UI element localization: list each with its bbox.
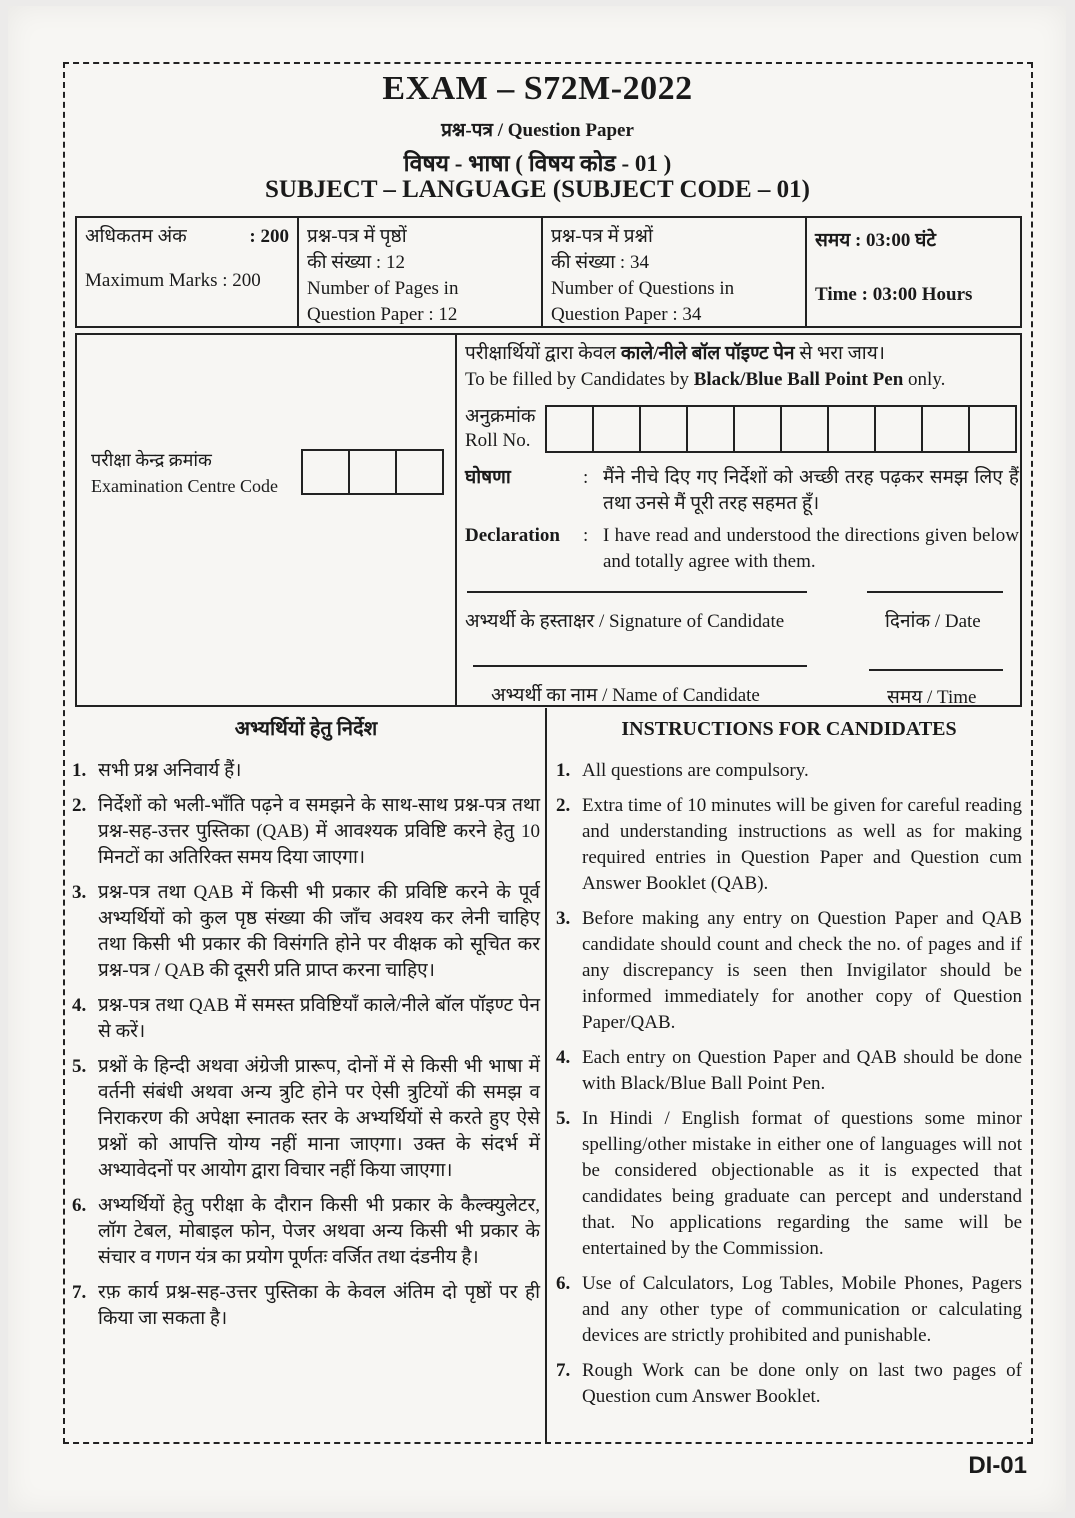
roll-number-box[interactable] [594, 407, 641, 451]
declaration-en-key: Declaration [465, 525, 560, 546]
question-paper-label: प्रश्न-पत्र / Question Paper [441, 120, 634, 141]
list-item: 5. प्रश्नों के हिन्दी अथवा अंग्रेजी प्रारूप, दोनों में से किसी भी भाषा में वर्तनी संबंधी अथवा अन्य त्रुटि होने पर ऐसी त्रुटियों की समझ व निराकरण की अपेक्षा स्नातक स्तर के अभ्यर्थियों से करते हुए ऐसे प्रश्नों को आपत्ति योग्य नहीं माना जाएगा। उक्त के संदर्भ में अभ्यावेदनों पर आयोग द्वारा विचार नहीं किया जाएगा। [72, 1056, 540, 1181]
questions-hi-2: की संख्या : 34 [551, 252, 649, 273]
questions-cell [543, 218, 807, 326]
roll-number-box[interactable] [970, 407, 1015, 451]
instructions-en-heading: INSTRUCTIONS FOR CANDIDATES [621, 718, 957, 740]
time-cell [807, 218, 1020, 326]
name-line[interactable] [473, 665, 807, 667]
pages-en-2: Question Paper : 12 [307, 304, 458, 325]
centre-code-box[interactable] [397, 451, 442, 493]
declaration-en-text: I have read and understood the directions given below and totally agree with them. [603, 525, 1019, 572]
pages-cell [299, 218, 543, 326]
subject-hindi: विषय - भाषा ( विषय कोड - 01 ) [403, 151, 672, 176]
name-label: अभ्यर्थी का नाम / Name of Candidate [491, 685, 760, 706]
roll-number-box[interactable] [782, 407, 829, 451]
roll-number-box[interactable] [688, 407, 735, 451]
list-item: 4. Each entry on Question Paper and QAB should be done with Black/Blue Ball Point Pen. [556, 1047, 1022, 1094]
centre-code-input[interactable] [301, 449, 444, 495]
list-item: 2. Extra time of 10 minutes will be given for careful reading and understanding instructions as well as for making required entries in Question Paper and Question cum Answer Booklet (QAB). [556, 795, 1022, 894]
centre-code-en: Examination Centre Code [91, 476, 278, 496]
list-item: 4. प्रश्न-पत्र तथा QAB में समस्त प्रविष्टियाँ काले/नीले बॉल पॉइण्ट पेन से करें। [72, 995, 540, 1042]
candidate-fill-box [75, 333, 1022, 707]
fill-instruction-hi: परीक्षार्थियों द्वारा केवल काले/नीले बॉल पॉइण्ट पेन से भरा जाय। [465, 343, 885, 364]
fill-instruction [465, 341, 1013, 393]
fill-instruction-en: To be filled by Candidates by Black/Blue Ball Point Pen only. [465, 369, 946, 390]
date-label: दिनांक / Date [885, 611, 981, 632]
max-marks-cell [77, 218, 299, 326]
exam-title: EXAM – S72M-2022 [382, 70, 693, 107]
pages-hi-2: की संख्या : 12 [307, 252, 405, 273]
declaration: घोषणा : मैंने नीचे दिए गए निर्देशों को अच्छी तरह पढ़कर समझ लिए हैं तथा उनसे मैं पूरी तरह सहमत हूँ। Declaration : I have read and understood the directions given below and totally agree with them. [465, 465, 1019, 581]
max-marks-en: Maximum Marks : 200 [85, 270, 261, 291]
signature-line[interactable] [467, 591, 807, 593]
time-en: Time : 03:00 Hours [815, 284, 973, 305]
roll-number-box[interactable] [547, 407, 594, 451]
list-item: 6. अभ्यर्थियों हेतु परीक्षा के दौरान किसी भी प्रकार के कैल्क्युलेटर, लॉग टेबल, मोबाइल फोन, पेजर अथवा अन्य किसी भी प्रकार के संचार व गणन यंत्र का प्रयोग पूर्णतः वर्जित तथा दंडनीय है। [72, 1195, 540, 1268]
roll-number-box[interactable] [641, 407, 688, 451]
fill-box-divider [455, 335, 457, 705]
list-item: 3. Before making any entry on Question Paper and QAB candidate should count and check the no. of pages and if any discrepancy is seen then Invigilator should be informed immediately for another copy of Question Paper/QAB. [556, 908, 1022, 1033]
max-marks-hi-label: अधिकतम अंक [85, 226, 187, 247]
centre-code-hi: परीक्षा केन्द्र क्रमांक [91, 450, 212, 470]
list-item: 6. Use of Calculators, Log Tables, Mobile Phones, Pagers and any other type of communication or calculating devices are strictly prohibited and punishable. [556, 1273, 1022, 1346]
roll-number-box[interactable] [876, 407, 923, 451]
time-line[interactable] [869, 669, 1003, 671]
list-item: 5. In Hindi / English format of questions some minor spelling/other mistake in either one of languages will not be considered objectionable as it is expected that candidates being graduate can percept and understand that. No applications regarding the same will be entertained by the Commission. [556, 1108, 1022, 1259]
instructions-hindi [72, 708, 540, 1341]
exam-info-table [75, 216, 1022, 328]
questions-hi-1: प्रश्न-पत्र में प्रश्नों [551, 226, 653, 247]
list-item: 1. All questions are compulsory. [556, 760, 809, 781]
instructions-english [556, 708, 1022, 1419]
subject-english: SUBJECT – LANGUAGE (SUBJECT CODE – 01) [264, 176, 810, 203]
roll-number-box[interactable] [735, 407, 782, 451]
questions-en-1: Number of Questions in [551, 278, 735, 299]
signature-label: अभ्यर्थी के हस्ताक्षर / Signature of Candidate [465, 611, 785, 632]
pages-hi-1: प्रश्न-पत्र में पृष्ठों [307, 226, 407, 247]
pages-en-1: Number of Pages in [307, 278, 459, 299]
centre-code-box[interactable] [303, 451, 350, 493]
roll-number-label: अनुक्रमांक Roll No. [465, 406, 536, 451]
declaration-hi-text: मैंने नीचे दिए गए निर्देशों को अच्छी तरह पढ़कर समझ लिए हैं तथा उनसे मैं पूरी तरह सहमत हूँ। [603, 467, 1019, 514]
list-item: 7. रफ़ कार्य प्रश्न-सह-उत्तर पुस्तिका के केवल अंतिम दो पृष्ठों पर ही किया जा सकता है। [72, 1282, 540, 1329]
time-label: समय / Time [887, 687, 977, 708]
max-marks-hi-value: : 200 [249, 226, 289, 247]
page-code: DI-01 [968, 1452, 1027, 1479]
roll-number-box[interactable] [829, 407, 876, 451]
questions-en-2: Question Paper : 34 [551, 304, 702, 325]
date-line[interactable] [867, 591, 1003, 593]
list-item: 7. Rough Work can be done only on last two pages of Question cum Answer Booklet. [556, 1360, 1022, 1407]
roll-number-box[interactable] [923, 407, 970, 451]
time-hi: समय : 03:00 घंटे [815, 230, 936, 251]
centre-code-box[interactable] [350, 451, 397, 493]
centre-code-label [91, 447, 278, 499]
roll-number-input[interactable] [545, 405, 1017, 453]
instructions-hi-heading: अभ्यर्थियों हेतु निर्देश [234, 718, 378, 740]
instructions-section [66, 708, 1028, 1442]
roll-number-row [465, 405, 1017, 453]
list-item: 3. प्रश्न-पत्र तथा QAB में किसी भी प्रकार की प्रविष्टि करने के पूर्व अभ्यर्थियों को कुल पृष्ठ संख्या की जाँच अवश्य कर लेनी चाहिए तथा किसी भी प्रकार की विसंगति होने पर वीक्षक को सूचित कर प्रश्न-पत्र / QAB की दूसरी प्रति प्राप्त करना चाहिए। [72, 882, 540, 981]
list-item: 1. सभी प्रश्न अनिवार्य हैं। [72, 760, 242, 781]
instructions-divider [545, 708, 547, 1442]
declaration-hi-key: घोषणा [465, 467, 511, 488]
list-item: 2. निर्देशों को भली-भाँति पढ़ने व समझने के साथ-साथ प्रश्न-पत्र तथा प्रश्न-सह-उत्तर पुस्तिका (QAB) में आवश्यक प्रविष्टि करने हेतु 10 मिनटों का अतिरिक्त समय दिया जाएगा। [72, 795, 540, 868]
